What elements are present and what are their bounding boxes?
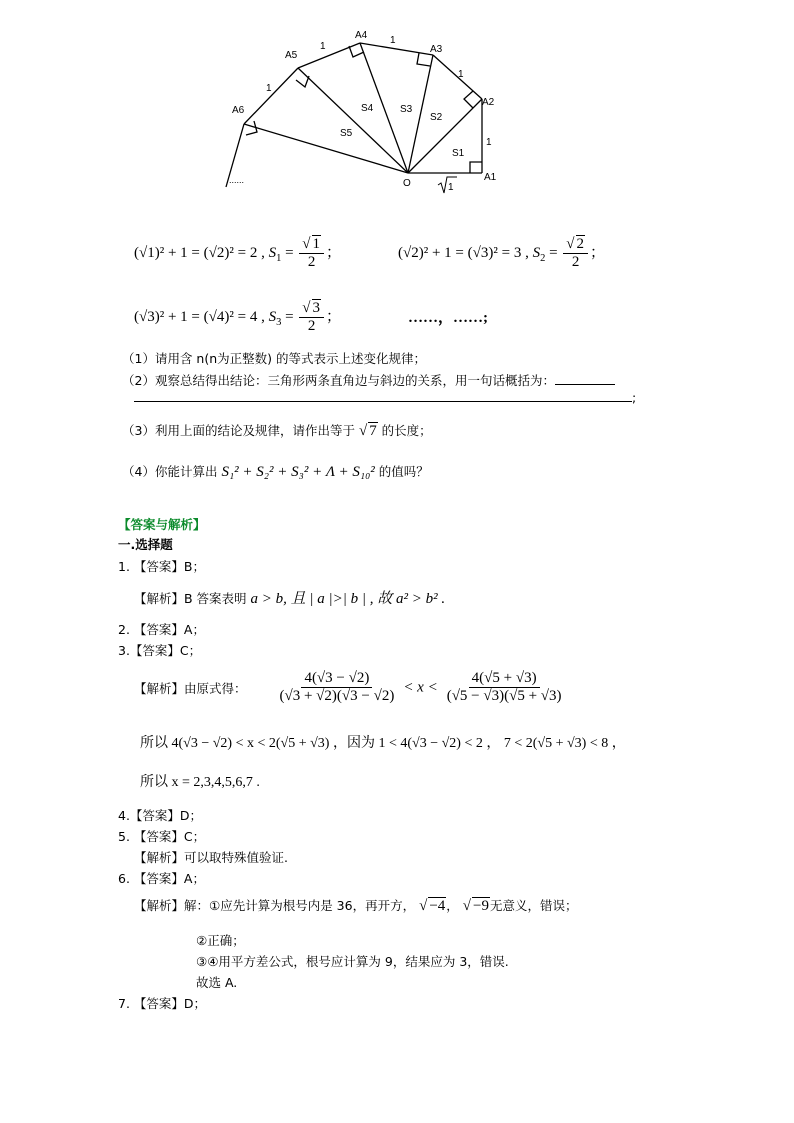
question-2-line: ; [134,390,636,405]
answer-5-explain: 【解析】可以取特殊值验证. [134,850,288,865]
label-a3: A3 [430,44,443,55]
fraction-left: $\frac{4(√3 - √2)}{(√3 + √2)(√3 - √2)}$ [279,670,395,705]
answer-7: 7. 【答案】D； [118,996,207,1011]
right-angle-a5 [296,76,309,87]
edge-label-4: 1 [320,41,326,52]
edge-label-3: 1 [390,35,396,46]
ellipsis: ...... [229,175,245,185]
edge-a4-a5 [298,43,360,68]
formula-2: (√2)² + 1 = (√3)² = 3 , $S_2$ = $\frac{√ 2}{2}$ ； [398,236,606,271]
edge-label-1: 1 [486,137,492,148]
area-s2: S2 [430,112,443,123]
question-2: （2）观察总结得出结论：三角形两条直角边与斜边的关系，用一句话概括为： [122,371,615,389]
answer-4: 4.【答案】D； [118,808,203,823]
formula-3: (√3)² + 1 = (√4)² = 4 , $S_3$ = $\frac{√ 3}{2}$ ； [134,300,342,335]
answer-1: 1. 【答案】B； [118,559,205,574]
answer-6: 6. 【答案】A； [118,871,205,886]
right-angle-a3 [417,53,430,66]
edge-label-5: 1 [266,83,272,94]
base-label-value: 1 [448,182,454,193]
edge-a5-a6 [244,68,298,124]
question-3: （3）利用上面的结论及规律，请作出等于 √ 7 的长度； [122,423,432,439]
right-angle-a6 [246,121,257,135]
question-1: （1）请用含 n(n为正整数) 的等式表示上述变化规律； [122,351,426,366]
spiral-figure [0,0,794,200]
answer-6-line3: ③④用平方差公式，根号应计算为 9，结果应为 3，错误. [196,954,509,969]
label-a6: A6 [232,105,245,116]
label-a5: A5 [285,50,298,61]
answer-blank-2[interactable] [134,401,632,402]
area-s5: S5 [340,128,353,139]
area-s3: S3 [400,104,413,115]
answer-blank-1[interactable] [555,384,615,385]
answers-title: 【答案与解析】 [118,517,206,532]
formula-dots: ……，……; [408,310,488,326]
right-angle-a1 [470,162,482,173]
answer-6-line2: ②正确； [196,933,245,948]
answer-6-line4: 故选 A. [196,975,238,990]
answer-3-line2: 所以 4(√3 − √2) < x < 2(√5 + √3) ，因为 1 < 4(√3 − √2) < 2 ， 7 < 2(√5 + √3) < 8 ， [140,736,626,751]
edge-label-2: 1 [458,69,464,80]
answer-3: 3.【答案】C； [118,643,202,658]
right-angle-a2 [464,91,473,108]
label-a2: A2 [482,97,495,108]
question-4: （4）你能计算出 S₁² + S₂² + S₃² + Λ + S₁₀² 的值吗？ [122,464,429,480]
answer-2: 2. 【答案】A； [118,622,205,637]
section-heading: 一.选择题 [118,537,173,552]
label-a4: A4 [355,30,368,41]
answer-3-line3: 所以 x = 2,3,4,5,6,7 . [140,775,260,790]
formula-1: (√1)² + 1 = (√2)² = 2 , $S_1$ = $\frac{√ 1}{2}$ ； [134,236,342,271]
label-a1: A1 [484,172,497,183]
answer-1-explain: 【解析】B 答案表明 a > b, 且 | a |>| b | , 故 a² > b² . [134,591,446,607]
fraction-right: $\frac{4(√5 + √3)}{(√5 - √3)(√5 + √3)}$ [446,670,562,705]
area-s4: S4 [361,103,374,114]
segment-o-a5 [298,68,408,173]
segment-o-a6 [244,124,408,173]
answer-3-explain: 【解析】由原式得： $\frac{4(√3 - √2)}{(√3 + √2)(√3 - √2)}$ < x < $\frac{4(√5 + √3)}{(√5 - √3)(√5 + √3)}$ [134,670,567,706]
label-o: O [403,178,411,189]
area-s1: S1 [452,148,465,159]
edge-a3-a4 [360,43,433,55]
answer-6-explain: 【解析】解：①应先计算为根号内是 36，再开方， √ −4， √ −9无意义，错误； [134,898,578,914]
answer-5: 5. 【答案】C； [118,829,206,844]
